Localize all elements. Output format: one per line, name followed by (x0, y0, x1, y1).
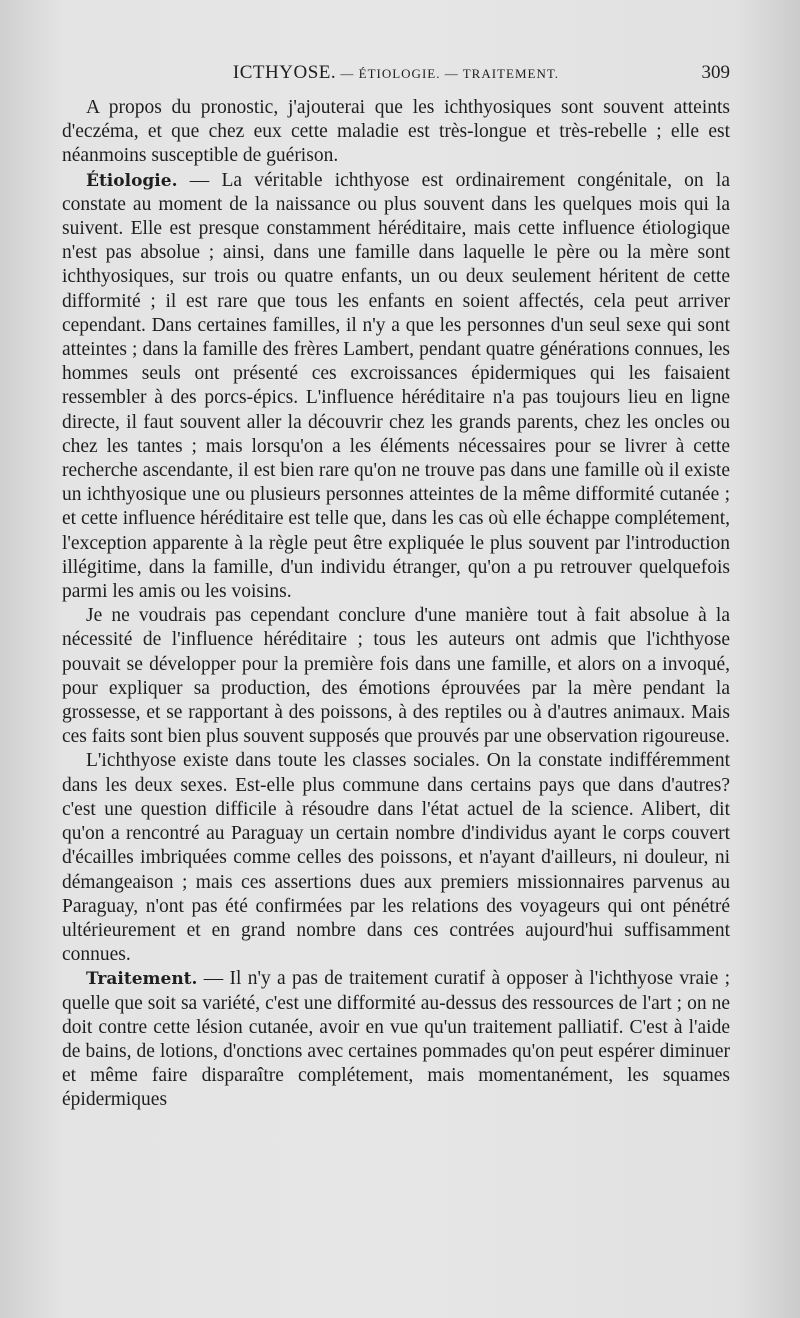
section-heading-etiologie: Étiologie. (86, 170, 178, 191)
paragraph-text: Je ne voudrais pas cependant conclure d'une manière tout à fait absolue à la nécessité de l'influence héréditaire ; tous les auteurs ont admis que l'ichthyose pouvait se développer pour la première fois dans une famille, et alors on a invoqué, pour expliquer sa production, des émotions éprouvées par la mère pendant la grossesse, et se rapportant à des poissons, à des reptiles ou à d'autres animaux. Mais ces faits sont bien plus souvent supposés que prouvés par une observation rigoureuse. (62, 605, 730, 748)
header-title-main: ICTHYOSE. (232, 62, 337, 83)
header-title (62, 62, 730, 84)
paragraph-text: A propos du pronostic, j'ajouterai que les ichthyosiques sont souvent atteints d'eczéma, et que chez eux cette maladie est très-longue et très-rebelle ; elle est néanmoins susceptible de guérison. (62, 97, 730, 167)
header-title-subtitle: — ÉTIOLOGIE. — TRAITEMENT. (336, 66, 560, 81)
paragraph-etiologie (62, 169, 730, 605)
paragraph-text: L'ichthyose existe dans toute les classes sociales. On la constate indifféremment dans les deux sexes. Est-elle plus commune dans certains pays que dans d'autres? c'est une question difficile à résoudre dans l'état actuel de la science. Alibert, dit qu'on a rencontré au Paraguay un certain nombre d'individus ayant le corps couvert d'écailles imbriquées comme celles des poissons, et n'ayant d'ailleurs, ni douleur, ni démangeaison ; mais ces assertions dues aux premiers missionnaires parvenus au Paraguay, n'ont pas été confirmées par les relations des voyageurs qui ont pénétré ultérieurement et en grand nombre dans ces contrées aujourd'hui suffisamment connues. (62, 750, 730, 966)
paragraph-heredite (62, 604, 730, 749)
section-heading-traitement: Traitement. (86, 969, 198, 990)
paragraph-text: — Il n'y a pas de traitement curatif à opposer à l'ichthyose vraie ; quelle que soit sa variété, c'est une difformité au-dessus des ressources de l'art ; on ne doit contre cette lésion cutanée, avoir en vue qu'un traitement palliatif. C'est à l'aide de bains, de lotions, d'onctions avec certaines pommades qu'on peut espérer diminuer et même faire disparaître complétement, mais momentanément, les squames épidermiques (62, 968, 730, 1111)
paragraph-pronostic (62, 96, 730, 169)
paragraph-classes-sociales (62, 749, 730, 967)
paragraph-traitement (62, 967, 730, 1112)
page-number: 309 (701, 62, 730, 83)
body-text (62, 96, 730, 1113)
running-header (62, 62, 730, 92)
paragraph-text: — La véritable ichthyose est ordinairement congénitale, on la constate au moment de la naissance ou plus souvent dans les quelques mois qui la suivent. Elle est presque constamment héréditaire, mais cette influence étiologique n'est pas absolue ; ainsi, dans une famille dans laquelle le père ou la mère sont ichthyosiques, sur trois ou quatre enfants, un ou deux seulement héritent de cette difformité ; il est rare que tous les enfants en soient affectés, cela peut arriver cependant. Dans certaines familles, il n'y a que les personnes d'un seul sexe qui sont atteintes ; dans la famille des frères Lambert, pendant quatre générations connues, les hommes seuls ont présenté ces excroissances épidermiques qui les faisaient ressembler à des porcs-épics. L'influence héréditaire n'a pas toujours lieu en ligne directe, il faut souvent aller la découvrir chez les grands parents, chez les oncles ou chez les tantes ; mais lorsqu'on a les éléments nécessaires pour se livrer à cette recherche ascendante, il est bien rare qu'on ne trouve pas dans une famille où il existe un ichthyosique une ou plusieurs personnes atteintes de la même difformité cutanée ; et cette influence héréditaire est telle que, dans les cas où elle échappe complétement, l'exception apparente à la règle peut être expliquée le plus souvent par l'introduction illégitime, dans la famille, d'un individu étranger, qu'on a pu retrouver quelquefois parmi les amis ou les voisins. (62, 169, 730, 603)
